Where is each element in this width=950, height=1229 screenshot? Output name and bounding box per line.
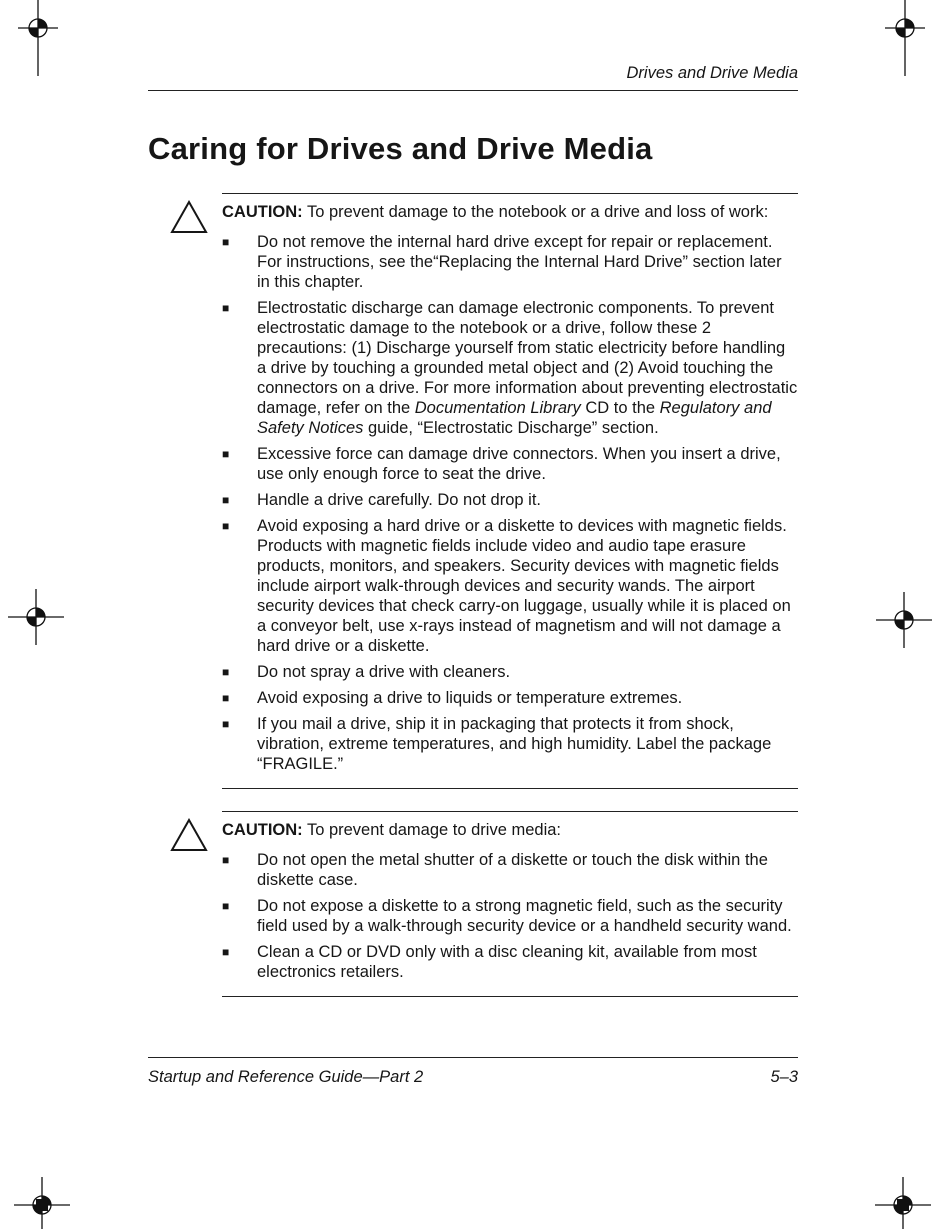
list-item	[222, 688, 798, 708]
page-title: Caring for Drives and Drive Media	[148, 131, 653, 166]
caution-label: CAUTION:	[222, 203, 303, 221]
registration-mark-icon	[8, 589, 64, 645]
bullet-text: Do not spray a drive with cleaners.	[257, 663, 511, 681]
registration-mark-icon	[876, 592, 932, 648]
bullet-text: If you mail a drive, ship it in packaging that protects it from shock, vibration, extreme temperatures, and high humidity. Label the package “FRAGILE.”	[257, 715, 772, 773]
bullet-square-icon: ■	[222, 493, 230, 507]
registration-mark-icon	[877, 0, 933, 76]
list-item	[222, 444, 798, 484]
running-header	[148, 64, 798, 91]
list-item	[222, 850, 798, 890]
caution-block-media	[222, 811, 798, 997]
bullet-square-icon: ■	[222, 519, 230, 533]
bullet-square-icon: ■	[222, 945, 230, 959]
list-item	[222, 232, 798, 292]
footer-page-number: 5–3	[770, 1068, 798, 1086]
caution-heading	[222, 820, 798, 841]
bullet-square-icon: ■	[222, 853, 230, 867]
bullet-text: Do not open the metal shutter of a diskette or touch the disk within the diskette case.	[257, 851, 768, 889]
registration-mark-icon	[875, 1177, 931, 1229]
caution-intro: To prevent damage to the notebook or a drive and loss of work:	[302, 203, 769, 221]
caution-label: CAUTION:	[222, 821, 303, 839]
running-header-title: Drives and Drive Media	[626, 64, 798, 82]
registration-mark-icon	[10, 0, 66, 76]
bullet-square-icon: ■	[222, 447, 230, 461]
bullet-square-icon: ■	[222, 691, 230, 705]
list-item	[222, 490, 798, 510]
bullet-text: Do not expose a diskette to a strong magnetic field, such as the security field used by a walk-through security device or a handheld security wand.	[257, 897, 792, 935]
bullet-square-icon: ■	[222, 665, 230, 679]
warning-triangle-icon	[170, 818, 208, 852]
bullet-text: Handle a drive carefully. Do not drop it.	[257, 491, 542, 509]
caution-intro: To prevent damage to drive media:	[302, 821, 562, 839]
bullet-text: Avoid exposing a hard drive or a diskette to devices with magnetic fields. Products with magnetic fields include video and audio tape erasure products, monitors, and speakers. Security devices with magnetic fields include airport walk-through devices and security wands. The airport security devices that check carry-on luggage, usually while it is placed on a conveyor belt, use x-rays instead of magnetism and will not damage a hard drive or a diskette.	[257, 517, 791, 655]
list-item	[222, 942, 798, 982]
bullet-text: Avoid exposing a drive to liquids or temperature extremes.	[257, 689, 683, 707]
caution-list	[222, 232, 798, 774]
list-item	[222, 896, 798, 936]
list-item	[222, 662, 798, 682]
list-item	[222, 298, 798, 438]
bullet-square-icon: ■	[222, 717, 230, 731]
bullet-square-icon: ■	[222, 899, 230, 913]
bullet-text: Electrostatic discharge can damage electronic components. To prevent electrostatic damage to the notebook or a drive, follow these 2 precautions: (1) Discharge yourself from static electricity before handling a drive by touching a grounded metal object and (2) Avoid touching the connectors on a drive. For more information about preventing electrostatic damage, refer on the Documentation Library CD to the Regulatory and Safety Notices guide, “Electrostatic Discharge” section.	[257, 299, 798, 437]
caution-block-drives	[222, 193, 798, 789]
bullet-text: Clean a CD or DVD only with a disc cleaning kit, available from most electronics retailers.	[257, 943, 757, 981]
bullet-square-icon: ■	[222, 235, 230, 249]
footer-guide-title: Startup and Reference Guide—Part 2	[148, 1068, 424, 1086]
list-item	[222, 516, 798, 656]
list-item	[222, 714, 798, 774]
registration-mark-icon	[14, 1177, 70, 1229]
bullet-text: Excessive force can damage drive connectors. When you insert a drive, use only enough force to seat the drive.	[257, 445, 781, 483]
caution-list	[222, 850, 798, 982]
bullet-text: Do not remove the internal hard drive except for repair or replacement. For instructions, see the“Replacing the Internal Hard Drive” section later in this chapter.	[257, 233, 782, 291]
warning-triangle-icon	[170, 200, 208, 234]
page-footer	[148, 1057, 798, 1087]
caution-heading	[222, 202, 798, 223]
page-content	[148, 64, 798, 1087]
bullet-square-icon: ■	[222, 301, 230, 315]
